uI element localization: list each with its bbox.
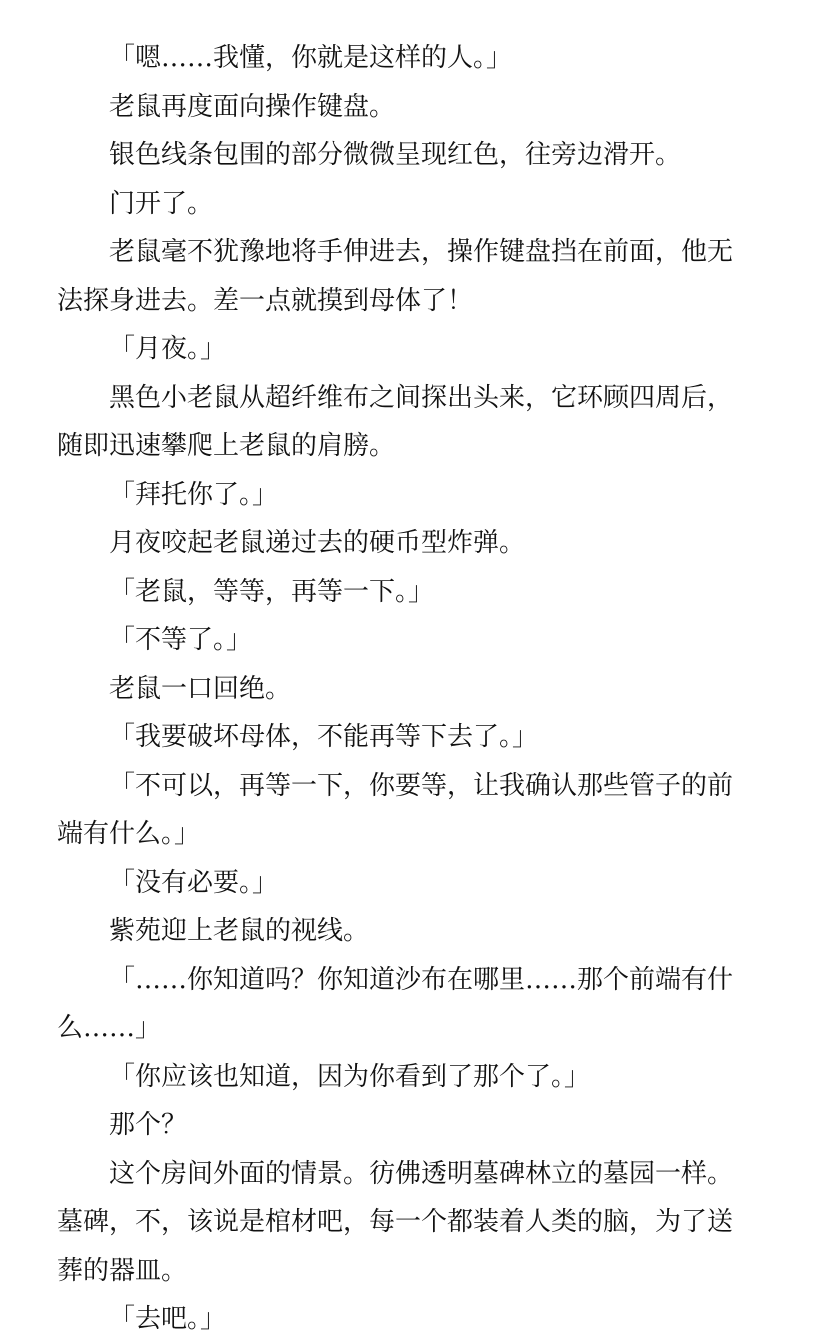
paragraph: 「老鼠，等等，再等一下。」	[109, 576, 435, 607]
paragraph: 月夜咬起老鼠递过去的硬币型炸弹。	[109, 528, 526, 558]
paragraph: 「不可以，再等一下，你要等，让我确认那些管子的前端有什么。」	[57, 770, 734, 849]
paragraph: 那个？	[109, 1110, 188, 1140]
paragraph: 老鼠一口回绝。	[109, 673, 292, 704]
paragraph: 「我要破坏母体，不能再等下去了。」	[109, 722, 539, 752]
document-body	[57, 34, 757, 1344]
paragraph: 门开了。	[109, 188, 214, 219]
paragraph: 「……你知道吗？你知道沙布在哪里……那个前端有什么……」	[57, 964, 734, 1043]
paragraph: 这个房间外面的情景。彷佛透明墓碑林立的墓园一样。墓碑，不，该说是棺材吧，每一个都装着人类的脑，为了送葬的器皿。	[57, 1158, 734, 1286]
paragraph: 紫苑迎上老鼠的视线。	[109, 916, 370, 946]
paragraph: 「月夜。」	[109, 334, 227, 364]
paragraph: 老鼠毫不犹豫地将手伸进去，操作键盘挡在前面，他无法探身进去。差一点就摸到母体了！	[57, 237, 734, 316]
paragraph: 「拜托你了。」	[109, 479, 279, 510]
paragraph: 老鼠再度面向操作键盘。	[109, 91, 396, 122]
paragraph: 银色线条包围的部分微微呈现红色，往旁边滑开。	[109, 140, 682, 170]
paragraph: 「嗯……我懂，你就是这样的人。」	[109, 43, 513, 73]
paragraph: 「没有必要。」	[109, 867, 279, 898]
paragraph: 黑色小老鼠从超纤维布之间探出头来，它环顾四周后，随即迅速攀爬上老鼠的肩膀。	[57, 382, 734, 461]
paragraph: 「去吧。」	[109, 1304, 227, 1334]
paragraph: 「不等了。」	[109, 625, 253, 655]
paragraph: 「你应该也知道，因为你看到了那个了。」	[109, 1061, 591, 1092]
